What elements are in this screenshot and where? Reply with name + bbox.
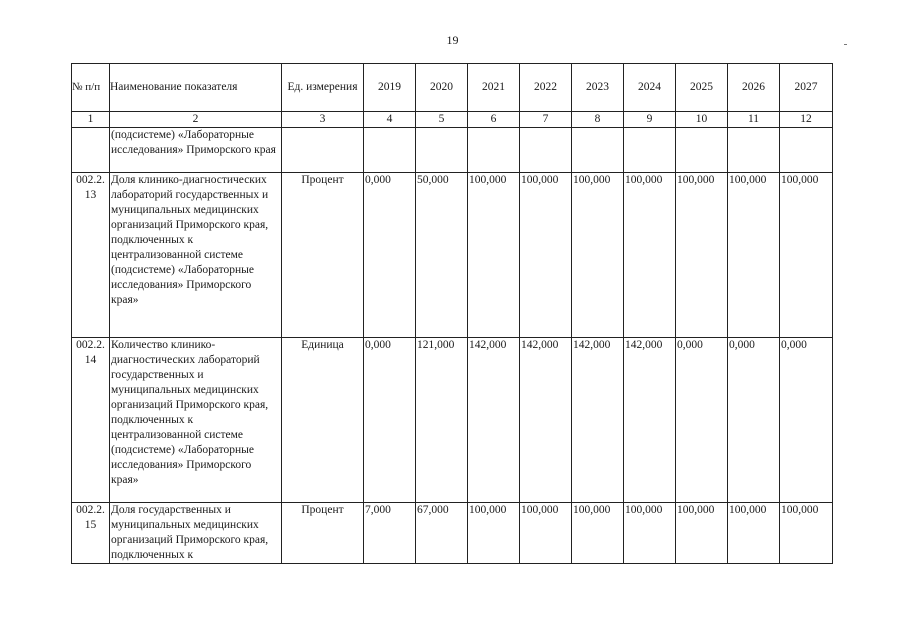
table-row [72, 503, 833, 564]
row-unit-cell [282, 128, 364, 173]
page-bottom-margin [0, 579, 905, 640]
row-value-cell: 142,000 [468, 338, 520, 503]
row-value-cell: 100,000 [676, 503, 728, 564]
row-num-cell: 002.2. 15 [72, 503, 110, 564]
header-year: 2019 [364, 64, 416, 112]
header-year: 2024 [624, 64, 676, 112]
row-value-cell: 100,000 [520, 173, 572, 338]
row-value-cell: 100,000 [572, 173, 624, 338]
row-name-cell: (подсистеме) «Лабораторные исследования» Приморского края [110, 128, 282, 173]
header-year: 2021 [468, 64, 520, 112]
row-value-cell: 50,000 [416, 173, 468, 338]
row-name-cell: Доля клинико-диагностических лабораторий государственных и муниципальных медицинских организаций Приморского края, подключенных к централизованной системе (подсистеме) «Лабораторные исследования» Приморского края» [110, 173, 282, 338]
header-unit: Ед. измерения [282, 64, 364, 112]
row-value-cell: 0,000 [364, 338, 416, 503]
row-value-cell: 0,000 [780, 338, 833, 503]
row-name-cell: Количество клинико-диагностических лабораторий государственных и муниципальных медицинских организаций Приморского края, подключенных к централизованной системе (подсистеме) «Лабораторные исследования» Приморского края» [110, 338, 282, 503]
row-num-cell [72, 128, 110, 173]
column-index: 8 [572, 112, 624, 128]
table-row-continuation [72, 128, 833, 173]
column-index-row [72, 112, 833, 128]
row-value-cell: 0,000 [364, 173, 416, 338]
row-value-cell [416, 128, 468, 173]
table-header-row [72, 64, 833, 112]
header-year: 2025 [676, 64, 728, 112]
row-value-cell: 100,000 [780, 503, 833, 564]
row-value-cell [572, 128, 624, 173]
scan-mark [844, 44, 847, 45]
column-index: 3 [282, 112, 364, 128]
row-value-cell: 0,000 [676, 338, 728, 503]
row-value-cell: 100,000 [468, 173, 520, 338]
header-year: 2027 [780, 64, 833, 112]
row-num-cell: 002.2. 13 [72, 173, 110, 338]
row-value-cell: 7,000 [364, 503, 416, 564]
column-index: 9 [624, 112, 676, 128]
row-value-cell: 142,000 [572, 338, 624, 503]
row-name-cell: Доля государственных и муниципальных медицинских организаций Приморского края, подключенных к [110, 503, 282, 564]
column-index: 12 [780, 112, 833, 128]
row-value-cell: 100,000 [728, 173, 780, 338]
row-value-cell: 100,000 [728, 503, 780, 564]
row-value-cell: 100,000 [624, 173, 676, 338]
indicators-table [71, 63, 833, 564]
header-year: 2026 [728, 64, 780, 112]
column-index: 5 [416, 112, 468, 128]
row-value-cell [468, 128, 520, 173]
row-value-cell [780, 128, 833, 173]
row-value-cell: 121,000 [416, 338, 468, 503]
row-unit-cell: Процент [282, 173, 364, 338]
row-value-cell [676, 128, 728, 173]
column-index: 4 [364, 112, 416, 128]
column-index: 2 [110, 112, 282, 128]
table-row [72, 173, 833, 338]
row-value-cell: 100,000 [780, 173, 833, 338]
header-name: Наименование показателя [110, 64, 282, 112]
row-value-cell: 142,000 [520, 338, 572, 503]
row-value-cell: 100,000 [676, 173, 728, 338]
header-num: № п/п [72, 64, 110, 112]
column-index: 6 [468, 112, 520, 128]
header-year: 2022 [520, 64, 572, 112]
row-value-cell: 100,000 [572, 503, 624, 564]
row-value-cell [624, 128, 676, 173]
row-value-cell [520, 128, 572, 173]
header-year: 2023 [572, 64, 624, 112]
column-index: 7 [520, 112, 572, 128]
row-value-cell: 100,000 [468, 503, 520, 564]
header-year: 2020 [416, 64, 468, 112]
page-number: 19 [446, 33, 459, 47]
row-num-cell: 002.2. 14 [72, 338, 110, 503]
row-value-cell [728, 128, 780, 173]
row-value-cell: 0,000 [728, 338, 780, 503]
row-value-cell: 67,000 [416, 503, 468, 564]
row-value-cell: 100,000 [624, 503, 676, 564]
row-value-cell: 142,000 [624, 338, 676, 503]
column-index: 1 [72, 112, 110, 128]
column-index: 10 [676, 112, 728, 128]
row-value-cell: 100,000 [520, 503, 572, 564]
row-unit-cell: Единица [282, 338, 364, 503]
row-value-cell [364, 128, 416, 173]
column-index: 11 [728, 112, 780, 128]
row-unit-cell: Процент [282, 503, 364, 564]
table-row [72, 338, 833, 503]
